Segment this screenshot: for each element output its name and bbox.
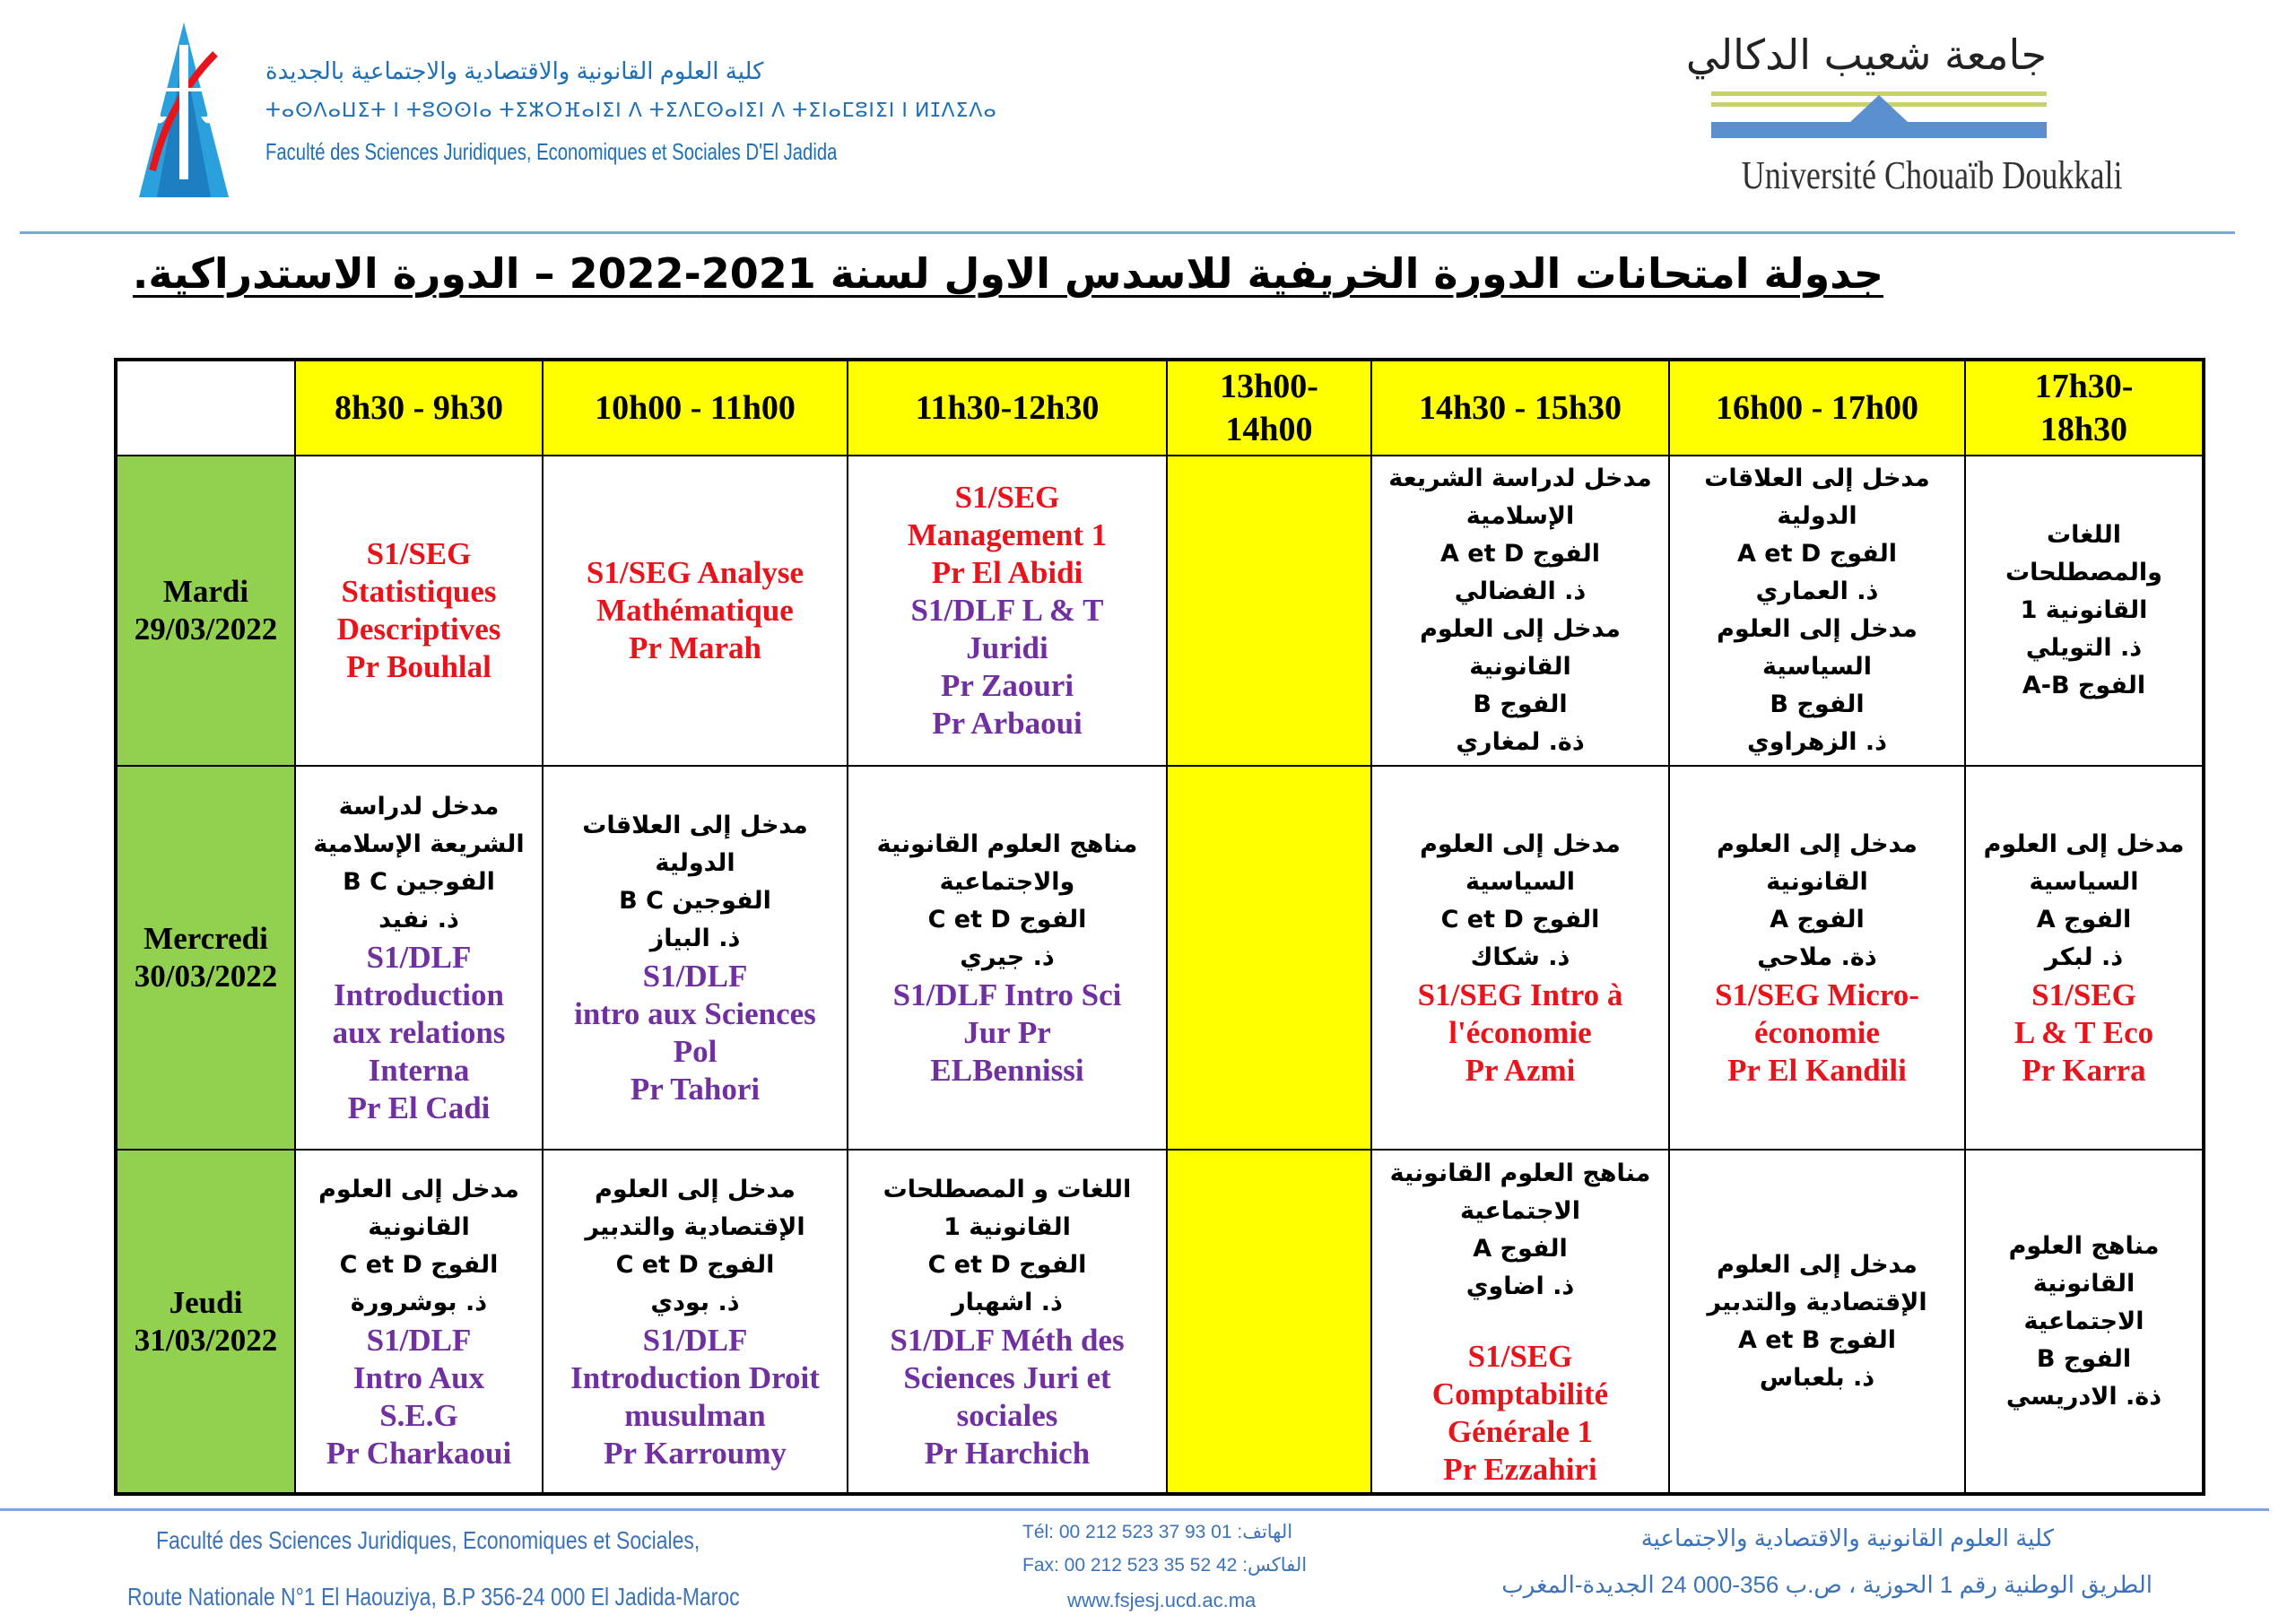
faculty-name-tifinagh: ⵜⴰⵙⴷⴰⵡⵉⵜ ⵏ ⵜⵓⵙⵙⵏⴰ ⵜⵉⵣⵔⴼⴰⵏⵉⵏ ⴷ ⵜⵉⴷⵎⵙⴰⵏⵉⵏ ⴷ ⵜⵉⵏⴰⵎⵓⵏⵉⵏ ⵏ ⵍⵊⴷⵉⴷⴰ <box>265 99 997 121</box>
exam-line-seg: S1/SEG <box>366 536 472 571</box>
exam-line-dlf: Pr Arbaoui <box>932 706 1083 741</box>
exam-line-arabic: الإقتصادية والتدبير <box>585 1212 805 1241</box>
exam-line-arabic: الفوج C et D <box>339 1250 499 1279</box>
exam-cell <box>848 766 1167 1150</box>
exam-cell <box>1669 456 1965 766</box>
exam-line-arabic: الإقتصادية والتدبير <box>1707 1288 1927 1316</box>
exam-line-dlf: intro aux Sciences <box>574 996 816 1031</box>
exam-line-dlf: musulman <box>624 1397 766 1433</box>
exam-line-arabic: ذة. ملاحي <box>1757 943 1877 971</box>
exam-line-arabic: القانونية 1 <box>2020 596 2148 624</box>
faculty-logo <box>135 18 233 197</box>
exam-line-arabic: ذ. العماري <box>1755 578 1879 605</box>
exam-line-arabic: الشريعة الإسلامية <box>313 830 525 858</box>
exam-line-seg: S1/SEG <box>2031 977 2136 1012</box>
exam-line-dlf: Pr Harchich <box>924 1435 1091 1471</box>
exam-line-seg: S1/SEG Intro à <box>1417 977 1623 1012</box>
exam-line-arabic: القانونية 1 <box>944 1212 1071 1241</box>
exam-line-dlf: Pr Zaouri <box>940 668 1074 703</box>
exam-line-arabic: الفوجين B C <box>343 868 495 896</box>
exam-line-arabic: مدخل إلى العلوم السياسية <box>1420 830 1621 896</box>
faculty-name-french: Faculté des Sciences Juridiques, Economiques et Sociales D'El Jadida <box>265 138 838 165</box>
exam-cell <box>543 1150 848 1494</box>
exam-line-arabic: مناهج العلوم القانونية <box>1389 1159 1651 1187</box>
exam-line-arabic: مدخل إلى العلوم <box>318 1175 519 1203</box>
exam-cell <box>1669 766 1965 1150</box>
exam-line-arabic: ذ. بوشرورة <box>350 1288 488 1316</box>
exam-line-arabic: ذ. اضاوي <box>1465 1272 1575 1300</box>
day-name: Mercredi <box>144 921 268 956</box>
footer-faculty-name: Faculté des Sciences Juridiques, Economiques et Sociales, <box>156 1526 700 1554</box>
exam-cell <box>1965 1150 2204 1494</box>
corner-cell <box>116 360 295 456</box>
footer-address-arabic: الطريق الوطنية رقم 1 الحوزية ، ص.ب 356-000 24 الجديدة-المغرب <box>1501 1571 2152 1598</box>
exam-line-seg: l'économie <box>1448 1015 1592 1050</box>
time-slot-header: 17h30- 18h30 <box>1965 360 2204 456</box>
exam-line-dlf: Sciences Juri et <box>903 1359 1111 1395</box>
time-slot-header: 14h30 - 15h30 <box>1371 360 1669 456</box>
exam-line-dlf: Intro Aux <box>352 1359 485 1395</box>
exam-line-arabic: والاجتماعية <box>939 868 1075 896</box>
exam-line-arabic: الفوج C et D <box>927 1250 1087 1279</box>
exam-line-arabic: ذة. الادريسي <box>2005 1382 2162 1411</box>
exam-line-seg: S1/SEG Analyse <box>586 555 804 590</box>
footer-address: Route Nationale N°1 El Haouziya, B.P 356-24 000 El Jadida-Maroc <box>127 1583 740 1611</box>
exam-line-arabic: الاجتماعية <box>2023 1307 2144 1335</box>
time-slot-header: 10h00 - 11h00 <box>543 360 848 456</box>
time-slot-header: 8h30 - 9h30 <box>295 360 543 456</box>
exam-line-arabic: ذ. لبكر <box>2044 943 2124 971</box>
exam-line-arabic: القانونية <box>2032 1269 2135 1298</box>
exam-cell <box>295 456 543 766</box>
exam-line-arabic: مدخل إلى العلوم السياسية <box>1717 615 1918 681</box>
exam-line-arabic: مناهج العلوم <box>2008 1231 2160 1260</box>
exam-line-arabic: مدخل إلى العلوم <box>1717 1250 1918 1279</box>
break-cell <box>1167 456 1371 766</box>
exam-line-arabic: الفوج A <box>1473 1234 1568 1263</box>
exam-line-seg: Pr Bouhlal <box>346 649 491 684</box>
exam-line-dlf: S1/DLF Intro Sci <box>892 977 1122 1012</box>
exam-line-dlf: S1/DLF <box>642 959 748 994</box>
exam-cell <box>848 1150 1167 1494</box>
exam-line-dlf: Pr Charkaoui <box>326 1435 512 1471</box>
time-slot-header: 13h00- 14h00 <box>1167 360 1371 456</box>
exam-line-dlf: ELBennissi <box>930 1053 1084 1088</box>
header-row <box>116 360 2204 456</box>
footer-phone: Tél: 00 212 523 37 93 01 :الهاتف <box>1022 1522 1293 1542</box>
exam-line-arabic: ذ. الزهراوي <box>1746 728 1887 756</box>
table-row <box>116 1150 2204 1494</box>
exam-line-arabic: مدخل لدراسة الشريعة <box>1388 465 1652 492</box>
exam-cell <box>1371 456 1669 766</box>
exam-line-arabic: مدخل إلى العلوم القانونية <box>1717 830 1918 896</box>
page-title: جدولة امتحانات الدورة الخريفية للاسدس الاول لسنة 2021-2022 – الدورة الاستدراكية. <box>132 249 1883 298</box>
exam-line-arabic: مدخل إلى العلاقات الدولية <box>582 812 808 877</box>
exam-line-dlf: Pr Karroumy <box>604 1435 787 1471</box>
day-cell <box>116 1150 295 1494</box>
exam-line-arabic: الفوج A et D <box>1440 540 1600 568</box>
exam-line-arabic: الفوج A <box>2036 906 2132 934</box>
exam-line-dlf: S1/DLF <box>366 940 472 975</box>
exam-line-dlf: Jur Pr <box>963 1015 1051 1050</box>
exam-line-arabic: الاجتماعية <box>1460 1196 1580 1225</box>
exam-line-seg: Pr El Abidi <box>931 555 1083 590</box>
exam-line-dlf: S1/DLF <box>642 1322 748 1358</box>
exam-cell <box>543 766 848 1150</box>
exam-line-dlf: sociales <box>956 1397 1058 1433</box>
exam-line-arabic: اللغات و المصطلحات <box>883 1175 1132 1203</box>
exam-line-seg: L & T Eco <box>2013 1015 2154 1050</box>
exam-line-seg: Pr Karra <box>2022 1053 2146 1088</box>
exam-line-seg: Descriptives <box>336 612 501 647</box>
exam-line-arabic: الفوج A-B <box>2022 672 2146 699</box>
time-slot-header: 16h00 - 17h00 <box>1669 360 1965 456</box>
exam-schedule-table <box>114 358 2205 1496</box>
exam-line-arabic: الفوج B <box>1473 690 1568 718</box>
exam-line-seg: Pr Azmi <box>1465 1053 1576 1088</box>
exam-line-seg: économie <box>1754 1015 1880 1050</box>
footer-website[interactable]: www.fsjesj.ucd.ac.ma <box>1067 1589 1257 1611</box>
exam-cell <box>543 456 848 766</box>
exam-line-arabic: ذ. بلعباس <box>1759 1363 1875 1392</box>
exam-line-arabic: القانونية <box>368 1212 470 1241</box>
break-cell <box>1167 766 1371 1150</box>
exam-line-arabic: مدخل إلى العلاقات الدولية <box>1704 465 1930 530</box>
footer-fax: Fax: 00 212 523 35 52 42 :الفاكس <box>1022 1555 1308 1576</box>
exam-line-arabic: مدخل لدراسة <box>338 793 500 821</box>
exam-line-arabic: اللغات والمصطلحات <box>2005 521 2162 586</box>
exam-line-dlf: Introduction Droit <box>570 1359 820 1395</box>
exam-cell <box>1371 1150 1669 1494</box>
exam-line-dlf: S1/DLF Méth des <box>890 1322 1125 1358</box>
exam-line-seg: S1/SEG <box>954 480 1060 515</box>
exam-line-dlf: Pol <box>673 1034 718 1069</box>
day-cell <box>116 766 295 1150</box>
exam-line-arabic: مدخل إلى العلوم القانونية <box>1420 615 1621 681</box>
exam-cell <box>1965 456 2204 766</box>
exam-line-arabic: ذ. بودي <box>650 1288 740 1316</box>
exam-line-seg: Pr Ezzahiri <box>1443 1451 1597 1487</box>
day-date: 31/03/2022 <box>134 1322 278 1358</box>
table-row <box>116 456 2204 766</box>
exam-line-seg: Pr Marah <box>628 630 762 665</box>
exam-line-arabic: الإسلامية <box>1465 502 1575 530</box>
exam-line-dlf: Pr El Cadi <box>347 1090 491 1125</box>
university-name-french: Université Chouaïb Doukkali <box>1741 153 2123 197</box>
exam-line-dlf: aux relations <box>332 1015 506 1050</box>
exam-line-dlf: Introduction <box>334 977 504 1012</box>
day-date: 30/03/2022 <box>134 959 278 994</box>
exam-line-arabic: ذ. شكاك <box>1470 943 1570 971</box>
exam-line-arabic: مناهج العلوم القانونية <box>876 830 1138 858</box>
header-divider <box>20 231 2235 234</box>
exam-line-arabic: الفوج A et D <box>1737 540 1897 568</box>
exam-line-seg: S1/SEG Micro- <box>1715 977 1919 1012</box>
exam-cell <box>1371 766 1669 1150</box>
exam-cell <box>295 1150 543 1494</box>
exam-line-arabic: الفوج C et D <box>1440 906 1600 934</box>
exam-line-arabic: السياسية <box>2029 868 2139 896</box>
exam-line-arabic: ذة. لمغاري <box>1456 728 1585 756</box>
exam-line-arabic: الفوج B <box>1770 690 1865 718</box>
break-cell <box>1167 1150 1371 1494</box>
exam-line-arabic: مدخل إلى العلوم <box>595 1175 796 1203</box>
exam-line-seg: Statistiques <box>341 574 497 609</box>
exam-line-arabic: الفوج C et D <box>615 1250 775 1279</box>
exam-line-arabic: ذ. الفضالي <box>1454 578 1587 605</box>
time-slot-header: 11h30-12h30 <box>848 360 1167 456</box>
exam-line-arabic: مدخل إلى العلوم <box>1983 830 2185 858</box>
exam-line-seg: S1/SEG <box>1467 1338 1573 1374</box>
exam-line-dlf: S1/DLF <box>366 1322 472 1358</box>
exam-line-arabic: ذ. اشهبار <box>952 1288 1063 1316</box>
day-cell <box>116 456 295 766</box>
university-logo-graphic <box>1711 77 2047 149</box>
exam-line-seg: Pr El Kandili <box>1727 1053 1907 1088</box>
exam-line-dlf: Juridi <box>966 630 1048 665</box>
exam-cell <box>295 766 543 1150</box>
exam-line-arabic: الفوج B <box>2036 1344 2132 1373</box>
exam-line-dlf: Pr Tahori <box>630 1072 761 1107</box>
spacer <box>1378 1306 1663 1338</box>
footer-faculty-name-arabic: كلية العلوم القانونية والاقتصادية والاجتماعية <box>1640 1524 2054 1551</box>
exam-line-arabic: ذ. نفيد <box>378 906 459 934</box>
faculty-name-arabic: كلية العلوم القانونية والاقتصادية والاجتماعية بالجديدة <box>265 57 764 84</box>
day-name: Jeudi <box>169 1284 243 1320</box>
exam-line-seg: Mathématique <box>596 593 794 628</box>
exam-line-arabic: الفوج A et B <box>1737 1325 1897 1354</box>
footer-divider <box>0 1508 2269 1511</box>
exam-line-dlf: S1/DLF L & T <box>910 593 1104 628</box>
university-name-arabic: جامعة شعيب الدكالي <box>1685 30 2047 79</box>
day-name: Mardi <box>162 574 249 609</box>
exam-line-arabic: ذ. التويلي <box>2025 634 2143 662</box>
exam-line-arabic: الفوج A <box>1770 906 1865 934</box>
exam-line-seg: Management 1 <box>907 517 1108 552</box>
exam-line-arabic: ذ. البياز <box>649 925 741 952</box>
exam-line-dlf: Interna <box>368 1053 470 1088</box>
exam-line-seg: Générale 1 <box>1447 1413 1594 1449</box>
exam-line-seg: Comptabilité <box>1431 1376 1609 1411</box>
exam-line-arabic: الفوج C et D <box>927 906 1087 934</box>
exam-cell <box>848 456 1167 766</box>
exam-line-dlf: S.E.G <box>379 1397 458 1433</box>
table-row <box>116 766 2204 1150</box>
exam-line-arabic: الفوجين B C <box>619 887 771 915</box>
day-date: 29/03/2022 <box>134 612 278 647</box>
exam-cell <box>1669 1150 1965 1494</box>
exam-cell <box>1965 766 2204 1150</box>
exam-line-arabic: ذ. جيري <box>960 943 1055 971</box>
